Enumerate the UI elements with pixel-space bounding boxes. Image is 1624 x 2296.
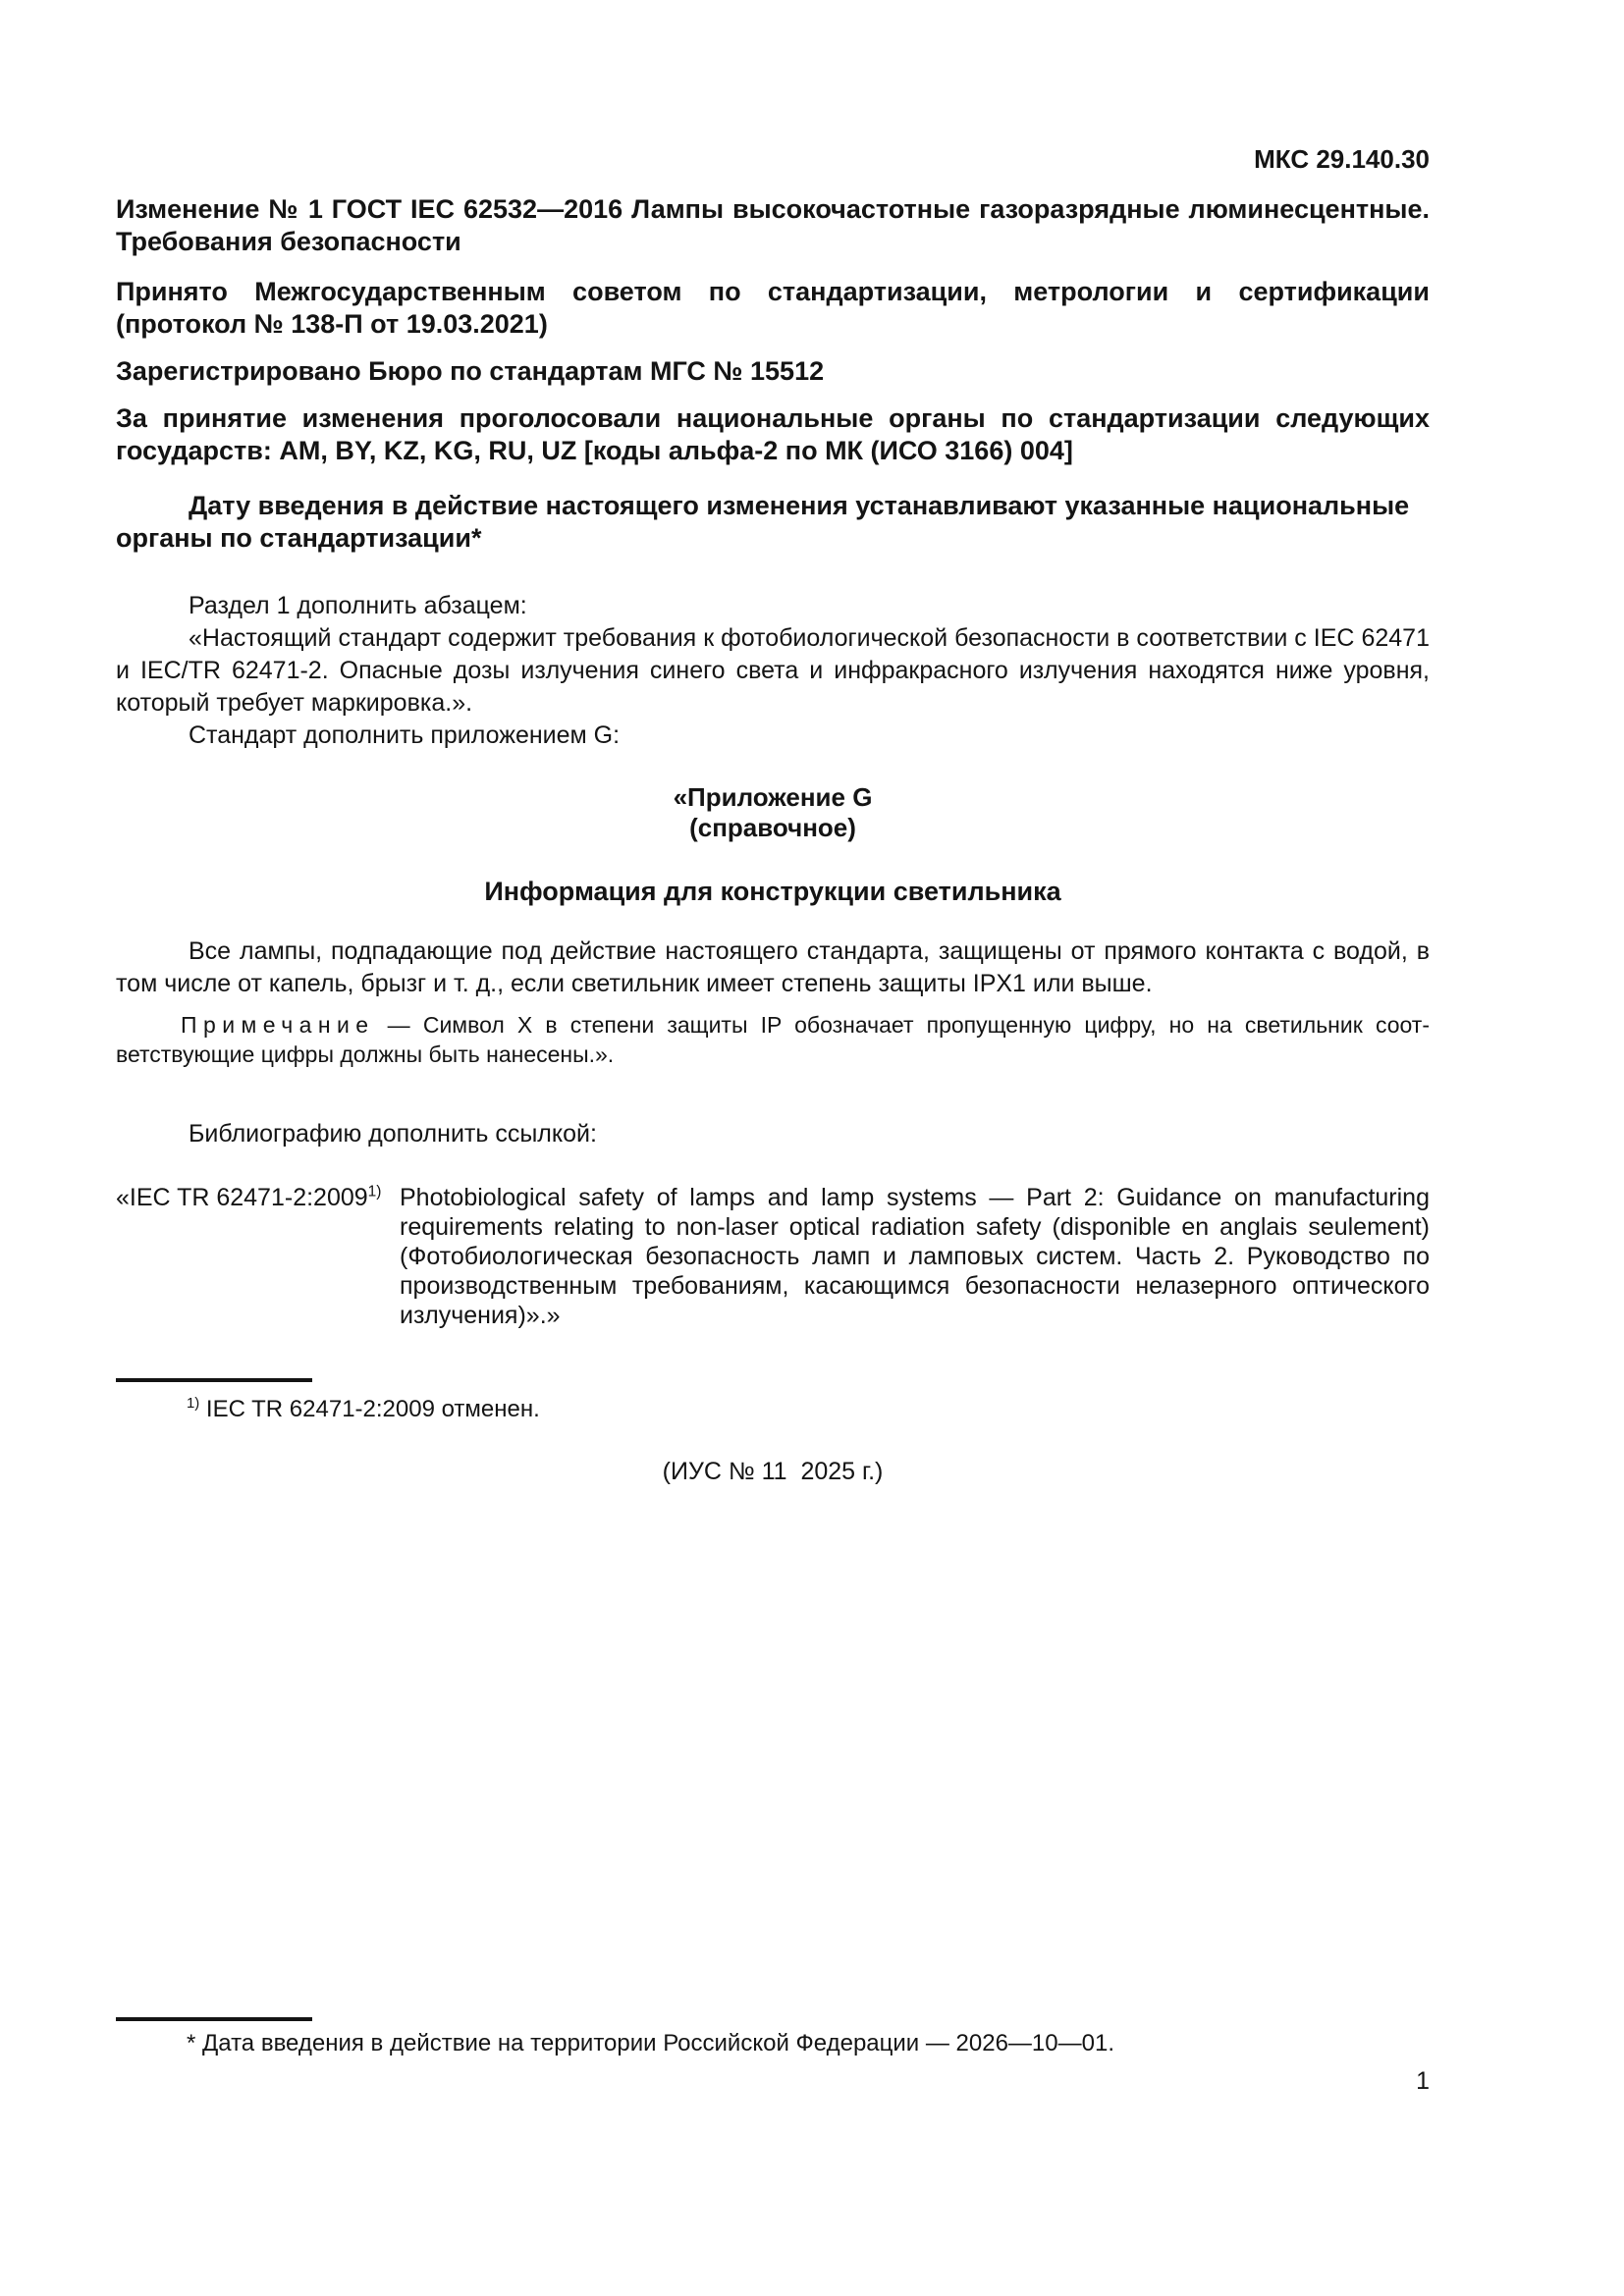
footnote-divider (116, 1378, 312, 1382)
bibliography-ref-description: Photobiological safety of lamps and lamp systems — Part 2: Guidance on manufacturing requirements relating to non-laser optical radiation safety (disponible en anglais seulement) (Фотобиологическая безопасность ламп и ламповых систем. Часть 2. Руководство по производственным требованиям, касающимся безопасности нелазерного оптического излучения)».» (400, 1184, 1430, 1329)
footnote-cancelled (116, 1394, 1430, 1424)
effective-date-paragraph: Дату введения в действие настоящего изменения устанавливают указанные национальные органы по стандартизации* (116, 491, 1410, 553)
vote-paragraph: За принятие изменения проголосовали национальные органы по стандартизации следующих государств: AM, BY, KZ, KG, RU, UZ [коды альфа-2 по МК (ИСО 3166) 004] (116, 403, 1430, 465)
bibliography-intro: Библиографию дополнить ссылкой: (189, 1120, 597, 1148)
appendix-paragraph: Все лампы, подпадающие под действие настоящего стандарта, защищены от прямого контакта с водой, в том числе от капель, брызг и т. д., если светильник имеет степень защиты IPX1 или выше. (116, 937, 1430, 997)
ref-designation: «IEC TR 62471-2:2009 (116, 1184, 368, 1211)
appendix-title: Информация для конструкции светильника (484, 877, 1061, 906)
footnote-text: IEC TR 62471-2:2009 отменен. (199, 1396, 540, 1422)
appendix-heading (116, 782, 1430, 843)
mks-classification-code: МКС 29.140.30 (1254, 144, 1430, 174)
page-content (116, 0, 1430, 1488)
appendix-label: «Приложение G (673, 782, 873, 812)
bottom-footnote: * Дата введения в действие на территории Российской Федерации — 2026—10—01. (187, 2030, 1114, 2056)
bottom-footnote-divider (116, 2017, 312, 2021)
bibliography-ref-label (116, 1183, 400, 1212)
registered-paragraph: Зарегистрировано Бюро по стандартам МГС № 15512 (116, 356, 825, 386)
amendment-title: Изменение № 1 ГОСТ IEC 62532—2016 Лампы высокочастотные газоразрядные люминесцентные. Требования безопасности (116, 194, 1430, 256)
appendix-intro: Стандарт дополнить приложением G: (189, 721, 621, 749)
ref-footnote-marker: 1) (367, 1183, 382, 1201)
footnote-marker: 1) (187, 1396, 200, 1412)
ius-issue-line: (ИУС № 11 2025 г.) (662, 1458, 884, 1485)
section1-intro: Раздел 1 дополнить абзацем: (189, 592, 527, 619)
page-number: 1 (1416, 2067, 1430, 2095)
note-label: Примечание (181, 1012, 375, 1038)
note-paragraph (116, 1010, 1430, 1069)
adopted-paragraph: Принято Межгосударственным советом по стандартизации, метрологии и сертификации (протокол № 138-П от 19.03.2021) (116, 277, 1430, 339)
appendix-kind: (справочное) (689, 813, 856, 842)
bibliography-entry (116, 1183, 1430, 1330)
note-text: — Символ X в степени защиты IP обозначает пропущенную цифру, но на светильник соответствующие цифры должны быть нанесены.». (116, 1012, 1430, 1067)
section1-addition-text: «Настоящий стандарт содержит требования к фотобиологической безопасности в соответствии с IEC 62471 и IEC/TR 62471-2. Опасные дозы излучения синего света и инфракрасного излучения находятся ниже уровня, который требует маркировка.». (116, 624, 1430, 717)
